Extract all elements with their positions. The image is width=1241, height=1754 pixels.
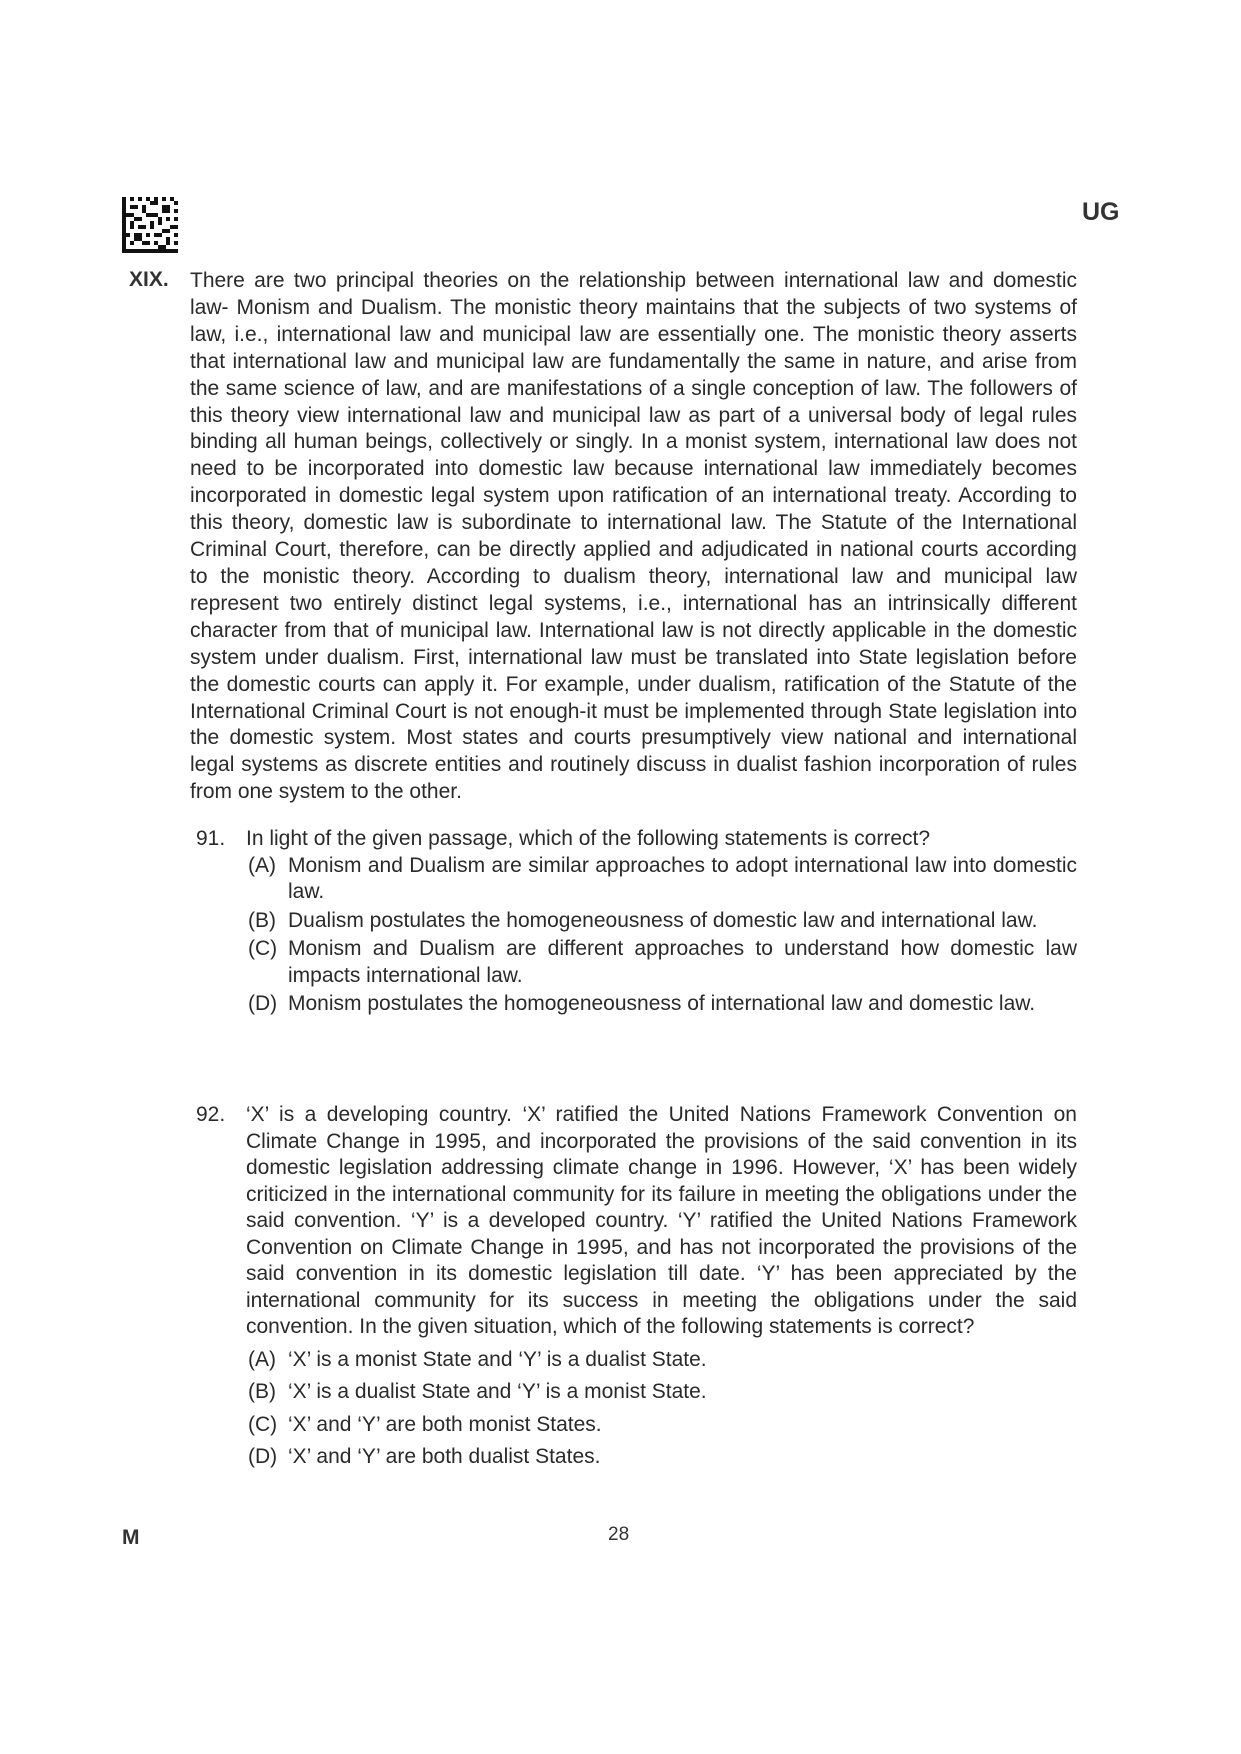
question-text: ‘X’ is a developing country. ‘X’ ratified the United Nations Framework Convention on Climate Change in 1995, and incorporated the provisions of the said convention in its domestic legislation addressing climate change in 1996. However, ‘X’ has been widely criticized in the international community for its failure in meeting the obligations under the said convention. ‘Y’ is a developed country. ‘Y’ ratified the United Nations Framework Convention on Climate Change in 1995, and has not incorporated the provisions of the said convention in its domestic legislation till date. ‘Y’ has been appreciated by the international community for its success in meeting the obligations under the said convention. In the given situation, which of the following statements is correct? [246, 1103, 1077, 1338]
option-b [248, 908, 1077, 935]
question-text: In light of the given passage, which of the following statements is correct? [246, 827, 931, 850]
option-label: (A) [248, 1347, 276, 1371]
option-b [248, 1379, 1077, 1406]
set-code: M [122, 1526, 140, 1549]
option-text: Monism and Dualism are different approaches to understand how domestic law impacts international law. [288, 937, 1077, 987]
option-label: (B) [248, 908, 276, 932]
option-label: (D) [248, 1445, 278, 1468]
options-list [248, 853, 1077, 1018]
option-text: ‘X’ and ‘Y’ are both monist States. [288, 1412, 602, 1436]
paper-code: UG [1082, 198, 1120, 226]
passage-number: XIX. [129, 268, 169, 291]
option-text: ‘X’ and ‘Y’ are both dualist States. [288, 1445, 601, 1468]
option-label: (D) [248, 992, 278, 1015]
options-list [248, 1347, 1077, 1471]
option-label: (C) [248, 1412, 278, 1436]
option-label: (A) [248, 853, 276, 877]
option-text: Monism postulates the homogeneousness of international law and domestic law. [288, 992, 1036, 1015]
option-a [248, 1347, 1077, 1374]
option-d [248, 1444, 1077, 1471]
option-text: ‘X’ is a dualist State and ‘Y’ is a monist State. [288, 1380, 707, 1403]
passage [129, 268, 1077, 806]
question-91 [196, 826, 1077, 1020]
question-number: 91. [196, 827, 226, 850]
page-number: 28 [608, 1524, 630, 1545]
option-label: (B) [248, 1380, 276, 1403]
option-d [248, 991, 1077, 1018]
option-text: Dualism postulates the homogeneousness of domestic law and international law. [288, 908, 1038, 932]
question-92 [196, 1102, 1077, 1477]
passage-text: There are two principal theories on the relationship between international law and domestic law- Monism and Dualism. The monistic theory maintains that the subjects of two systems of law, i.e., international law and municipal law are essentially one. The monistic theory asserts that international law and municipal law are fundamentally the same in nature, and arise from the same science of law, and are manifestations of a single conception of law. The followers of this theory view international law and municipal law as part of a universal body of legal rules binding all human beings, collectively or singly. In a monist system, international law does not need to be incorporated into domestic law because international law immediately becomes incorporated in domestic legal system upon ratification of an international treaty. According to this theory, domestic law is subordinate to international law. The Statute of the International Criminal Court, therefore, can be directly applied and adjudicated in national courts according to the monistic theory. According to dualism theory, international law and municipal law represent two entirely distinct legal systems, i.e., international has an intrinsically different character from that of municipal law. International law is not directly applicable in the domestic system under dualism. First, international law must be translated into State legislation before the domestic courts can apply it. For example, under dualism, ratification of the Statute of the International Criminal Court is not enough-it must be implemented through State legislation into the domestic system. Most states and courts presumptively view national and international legal systems as discrete entities and routinely discuss in dualist fashion incorporation of rules from one system to the other. [190, 269, 1077, 804]
option-label: (C) [248, 937, 278, 960]
option-c [248, 1412, 1077, 1439]
option-a [248, 853, 1077, 906]
option-text: Monism and Dualism are similar approaches to adopt international law into domestic law. [288, 853, 1077, 903]
option-text: ‘X’ is a monist State and ‘Y’ is a dualist State. [288, 1347, 707, 1371]
option-c [248, 936, 1077, 989]
question-number: 92. [196, 1103, 226, 1126]
qr-code-icon [122, 197, 178, 253]
